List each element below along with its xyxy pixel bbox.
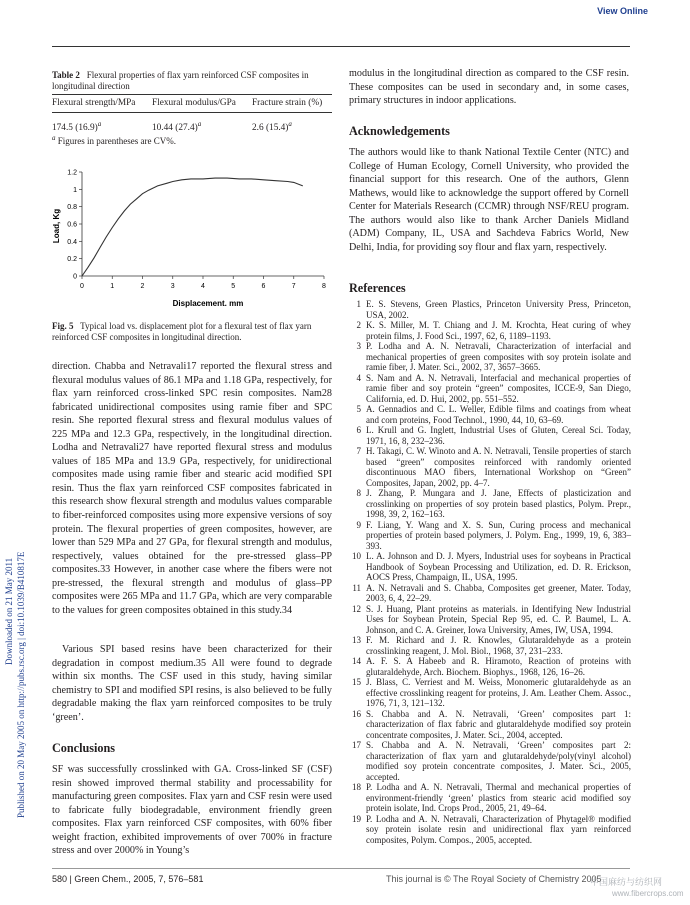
watermark-logo: 中国麻纺与纺织网 [590, 877, 663, 887]
x-tick-label: 0 [80, 283, 84, 290]
reference-item [349, 425, 631, 446]
reference-number: 13 [352, 635, 361, 645]
reference-number: 19 [352, 813, 361, 824]
reference-item [349, 520, 631, 552]
y-tick-label: 0.4 [67, 238, 77, 246]
y-tick-label: 0.2 [67, 256, 77, 264]
table-cell: 10.44 $(27.4)^a$ [152, 120, 202, 134]
reference-number: 1 [356, 299, 361, 309]
reference-item [349, 341, 631, 373]
reference-item [349, 709, 631, 741]
reference-text: A. F. S. A Habeeb and R. Hiramoto, Reaction of proteins with glutaraldehyde, Arch. Biochem. Biophys., 1968, 126, 16–26. [366, 656, 631, 677]
reference-text: H. Takagi, C. W. Winoto and A. N. Netravali, Tensile properties of starch based “green” composites reinforced with randomly oriented discontinuous MAO fibers, International Workshop on “Green” Composites, Japan, 2002, pp. 4–7. [366, 446, 631, 488]
reference-number: 7 [356, 446, 361, 456]
reference-item [349, 299, 631, 320]
y-tick-label: 1 [73, 186, 77, 194]
reference-item [349, 814, 631, 846]
table-header-strain: Fracture strain (%) [252, 98, 323, 108]
reference-number: 3 [356, 341, 361, 351]
table-caption-label: Table 2 [52, 70, 80, 80]
reference-item [349, 488, 631, 520]
load-displacement-chart [52, 160, 337, 312]
watermark-url: www.fibercrops.com [612, 889, 684, 898]
chart-axes [82, 172, 324, 276]
reference-item [349, 635, 631, 656]
reference-number: 2 [356, 320, 361, 330]
y-tick-label: 0.6 [67, 221, 77, 229]
reference-number: 14 [352, 656, 361, 666]
reference-text: S. J. Huang, Plant proteins as materials. in Identifying New Industrial Uses for Soybean Protein, Special Rep 95, ed. C. P. Baumel, L. A. Johnson, and C. A. Greiner, Iowa University, Ames, IW, USA, 1994. [366, 603, 631, 635]
reference-number: 18 [352, 782, 361, 792]
acknowledgements-paragraph: The authors would like to thank National Textile Center (NTC) and College of Human Ecology, Cornell University, who provided the financial support for this research. One of the authors, Glenn Mathews, would like to acknowledge the support offered by Cornell Center for Materials Research (CCMR) through NSF/REU program. The authors would also like to thank Archer Daniels Midland (ADM) Company, IL, USA and Sachdeva Fabrics World, New Delhi, India, for providing soy flour and flax yarn, respectively. [349, 147, 629, 253]
reference-number: 6 [356, 425, 361, 435]
figure-caption-label: Fig. 5 [52, 321, 74, 331]
reference-text: P. Lodha and A. N. Netravali, Thermal and mechanical properties of environment-friendly ‘green’ plastics from stearic acid modified soy protein isolate, Ind. Crops Prod., 2005, 21, 49–64. [366, 782, 631, 813]
table-caption-text: Flexural properties of flax yarn reinforced CSF composites in longitudinal direction [52, 70, 309, 91]
reference-item [349, 656, 631, 677]
reference-number: 15 [352, 677, 361, 687]
y-axis-label: Load, Kg [52, 208, 61, 244]
table-footnote: $^a$ Figures in parentheses are CV%. [52, 134, 176, 146]
reference-text: S. Nam and A. N. Netravali, Interfacial and mechanical properties of ramie fiber and soy protein “green” composites, ICCE-9, San Diego, California, ed. D. Hui, 2002, pp. 551–552. [366, 372, 631, 404]
reference-item [349, 446, 631, 488]
x-tick-label: 2 [140, 283, 145, 290]
reference-item [349, 373, 631, 405]
reference-text: S. Chabba and A. N. Netravali, ‘Green’ composites part 2: characterization of flax yarn and glutaraldehyde/poly(vinyl alcohol) modified soy protein concentrate composites, J. Mater. Sci., 2005, accepted. [366, 740, 631, 782]
table-cell: 174.5 $(16.9)^a$ [52, 120, 102, 134]
reference-item [349, 404, 631, 425]
reference-item [349, 583, 631, 604]
references-heading: References [349, 281, 406, 295]
x-tick-label: 1 [110, 283, 115, 290]
body-paragraph: direction. Chabba and Netravali17 reported the flexural stress and flexural modulus values of 86.1 MPa and 1.18 GPa, respectively, for flax yarn reinforced cross-linked SPC resin composites. Nam28 fabricated unidirectional composites using ramie fiber and SPC resin. She reported flexural stress and flexural modulus values of 225 MPa and 12.3 GPa, respectively, in the longitudinal direction. Lodha and Netravali27 have reported flexural stress and modulus values of 185 MPa and 13.9 GPa, respectively, for unidirectional composites made using ramie fiber and stearic acid modified SPI resin. Thus the flax yarn reinforced CSF composites fabricated in this research show flexural strength and modulus values comparable to fiber-reinforced composites using more expensive versions of soy protein. The flexural properties of green composites, however, are lower than 529 MPa and 27 GPa, for flexural strength and modulus, respectively, values obtained for the pre-stressed glass–PP composites.33 However, in another case where the fibers were not pre-stressed, the flexural strength and modulus of glass–PP composites were 265 MPa and 11.7 GPa, which are very comparable to the values for green composites obtained in this study.34 [52, 361, 332, 616]
table-caption [52, 70, 337, 92]
reference-number: 11 [352, 582, 361, 593]
reference-number: 16 [352, 708, 361, 719]
figure-caption [52, 321, 334, 343]
table-header-modulus: Flexural modulus/GPa [152, 98, 236, 108]
reference-text: J. Zhang, P. Mungara and J. Jane, Effects of plasticization and crosslinking on properties of soy protein based plastics, Polym. Prepr., 1998, 39, 2, 162–163. [366, 488, 631, 519]
reference-item [349, 677, 631, 709]
x-tick-label: 5 [231, 283, 236, 290]
y-tick-label: 0.8 [67, 204, 77, 212]
published-doi-link[interactable]: Published on 20 May 2005 on http://pubs.rsc.org | doi:10.1039/B410817E [16, 551, 26, 818]
y-tick-label: 0 [73, 273, 77, 281]
reference-text: K. S. Miller, M. T. Chiang and J. M. Krochta, Heat curing of whey protein films, J. Food Sci., 1997, 62, 6, 1189–1193. [366, 320, 631, 341]
x-axis-label: Displacement. mm [172, 299, 244, 308]
downloaded-note: Downloaded on 21 May 2011 [4, 557, 14, 665]
reference-number: 12 [352, 603, 361, 614]
reference-text: A. N. Netravali and S. Chabba, Composites get greener, Mater. Today, 2003, 6, 4, 22–29. [366, 582, 631, 603]
reference-number: 17 [352, 740, 361, 750]
reference-number: 10 [352, 551, 361, 561]
reference-text: J. Blass, C. Verriest and M. Weiss, Monomeric glutaraldehyde as an effective crosslinking reagent for proteins, J. Am. Leather Chem. Assoc., 1976, 71, 3, 121–132. [366, 677, 631, 708]
reference-text: A. Gennadios and C. L. Weller, Edible films and coatings from wheat and corn proteins, Food Technol., 1990, 44, 10, 63–69. [366, 404, 631, 425]
reference-text: L. A. Johnson and D. J. Myers, Industrial uses for soybeans in Practical Handbook of Soybean Processing and Utilization, ed. D. R. Erickson, AOCS Press, Champaign, IL, USA, 1995. [366, 551, 631, 582]
reference-item [349, 320, 631, 341]
x-tick-label: 3 [170, 283, 175, 290]
reference-number: 9 [356, 519, 361, 530]
figure-caption-text: Typical load vs. displacement plot for a flexural test of flax yarn reinforced CSF composites in longitudinal direction. [52, 321, 312, 342]
reference-text: P. Lodha and A. N. Netravali, Characterization of Phytagel® modified soy protein isolate resin and unidirectional flax yarn reinforced composites, Polym. Compos., 2005, accepted. [366, 813, 631, 845]
x-tick-label: 7 [291, 283, 296, 290]
table-rule-top [52, 94, 332, 95]
reference-item [349, 551, 631, 583]
footer-journal: 580 | Green Chem., 2005, 7, 576–581 [52, 874, 204, 884]
chart-ticks [67, 170, 326, 291]
reference-item [349, 782, 631, 814]
reference-text: F. Liang, Y. Wang and X. S. Sun, Curing process and mechanical properties of protein based polymers, J. Polym. Eng., 1999, 19, 6, 383–393. [366, 519, 631, 551]
view-online-link[interactable]: View Online [597, 6, 648, 16]
reference-number: 8 [356, 488, 361, 498]
acknowledgements-heading: Acknowledgements [349, 124, 450, 138]
conclusions-paragraph: SF was successfully crosslinked with GA. Cross-linked SF (CSF) resin showed improved thermal stability and processability for manufacturing green composites. Flax yarn and CSF resin were used to fabricate fully biodegradable, environment friendly green composites. Flax yarn reinforced CSF composites, with 60% fiber weight fraction, exhibited improvements of over 700% in fracture stress and over 2000% in Young’s [52, 764, 332, 857]
series-line [82, 178, 303, 276]
body-paragraph: Various SPI based resins have been characterized for their degradation in compost medium.35 All were found to degrade within six months. The CSF used in this study, having similar chemistry to SPI and modified SPI resins, is also believed to be fully degradable making the flax yarn reinforced composites to be truly ‘green’. [52, 644, 332, 723]
table-rule-mid [52, 112, 332, 113]
reference-text: F. M. Richard and J. R. Knowles, Glutaraldehyde as a protein crosslinking reagent, J. Mol. Biol., 1968, 37, 231–233. [366, 635, 631, 656]
footer-copyright: This journal is © The Royal Society of Chemistry 2005 [386, 874, 602, 884]
reference-number: 5 [356, 404, 361, 414]
reference-text: P. Lodha and A. N. Netravali, Characterization of interfacial and mechanical properties of green composites with soy protein isolate and ramie fiber, J. Mater. Sci., 2002, 37, 3657–3665. [366, 341, 631, 372]
x-tick-label: 6 [261, 283, 266, 290]
body-paragraph: modulus in the longitudinal direction as compared to the CSF resin. These composites can be used in secondary and, in some cases, primary structures in indoor applications. [349, 68, 629, 107]
table-header-strength: Flexural strength/MPa [52, 98, 136, 108]
reference-text: S. Chabba and A. N. Netravali, ‘Green’ composites part 1: characterization of flax fabric and glutaraldehyde modified soy protein concentrate composites, J. Mater. Sci., 2004, accepted. [366, 708, 631, 740]
x-tick-label: 4 [201, 283, 205, 290]
y-tick-label: 1.2 [67, 169, 77, 177]
footer-rule [52, 868, 630, 869]
conclusions-heading: Conclusions [52, 741, 115, 755]
reference-text: L. Krull and G. Inglett, Industrial Uses of Gluten, Cereal Sci. Today, 1971, 16, 8, 232–236. [366, 425, 631, 446]
reference-item [349, 604, 631, 636]
x-tick-label: 8 [322, 283, 326, 290]
reference-item [349, 740, 631, 782]
table-cell: 2.6 $(15.4)^a$ [252, 120, 292, 134]
references-list [349, 299, 631, 845]
reference-number: 4 [356, 372, 361, 383]
header-rule [52, 46, 630, 47]
reference-text: E. S. Stevens, Green Plastics, Princeton University Press, Princeton, USA, 2002. [366, 299, 631, 320]
top-bar [0, 0, 690, 22]
